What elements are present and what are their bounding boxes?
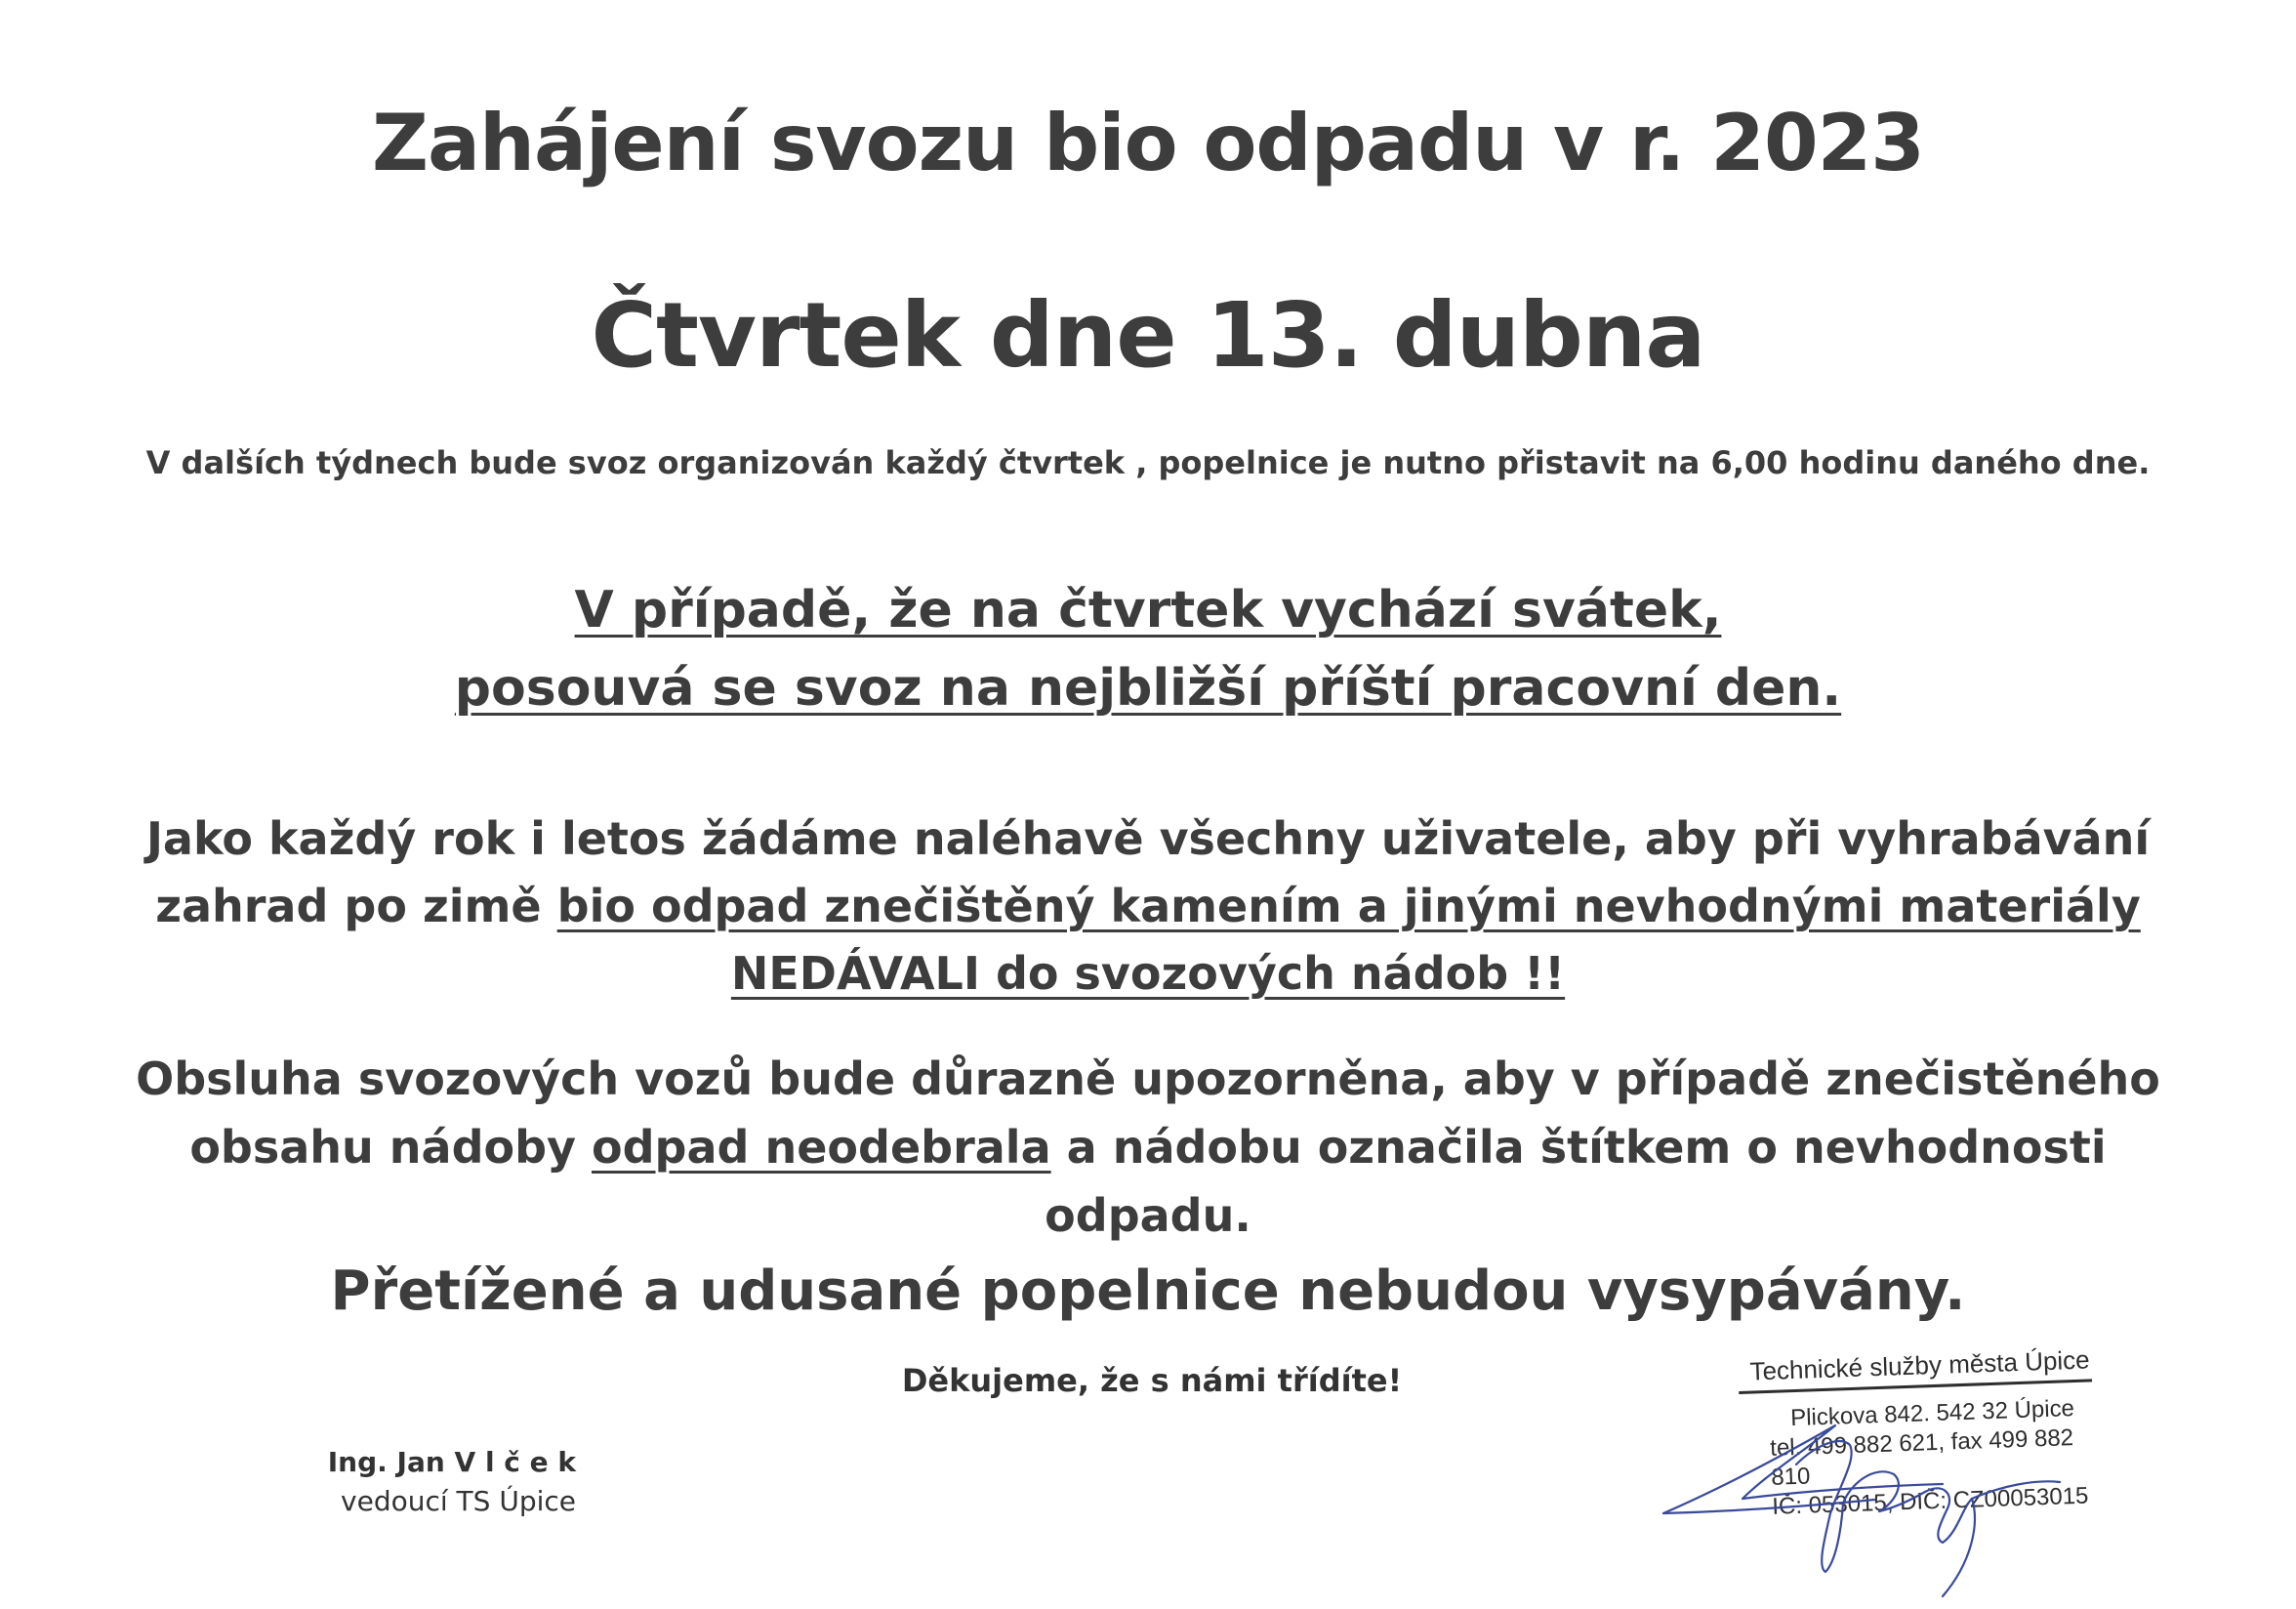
- crew-text-start: Obsluha svozových vozů bude důrazně upozorněna, aby v případě znečistěného obsahu nádoby: [136, 1052, 2160, 1174]
- signer-block: [283, 1443, 576, 1521]
- stamp-address: Plickova 842. 542 32 Úpice: [1789, 1395, 2075, 1432]
- notice-title: Zahájení svozu bio odpadu v r. 2023: [372, 98, 1924, 188]
- holiday-notice: [0, 571, 2296, 727]
- start-date-heading: Čtvrtek dne 13. dubna: [591, 283, 1705, 388]
- crew-text-end: a nádobu označila štítkem o nevhodnosti odpadu.: [1045, 1121, 2107, 1242]
- request-paragraph: [98, 805, 2198, 1008]
- signer-role: vedoucí TS Úpice: [341, 1485, 576, 1517]
- weekly-schedule-info: V dalších týdnech bude svoz organizován každý čtvrtek , popelnice je nutno přistavit na 6,00 hodinu daného dne.: [145, 444, 2151, 481]
- request-underlined-text: bio odpad znečištěný kamením a jinými nevhodnými materiály NEDÁVALI do svozových nádob !!: [556, 880, 2141, 1000]
- handwritten-signature: [1650, 1406, 2157, 1601]
- thanks-line: Děkujeme, že s námi třídíte!: [901, 1362, 1403, 1399]
- overloaded-bins-warning: Přetížené a udusané popelnice nebudou vysypávány.: [330, 1259, 1966, 1323]
- request-text: Jako každý rok i letos žádáme naléhavě všechny uživatele, aby při vyhrabávání zahrad po zimě: [145, 812, 2151, 932]
- crew-paragraph: [117, 1045, 2179, 1250]
- holiday-line-2: posouvá se svoz na nejbližší příští pracovní den.: [454, 659, 1842, 718]
- stamp-organization: Technické služby města Úpice: [1738, 1344, 2092, 1394]
- holiday-line-1: V případě, že na čtvrtek vychází svátek,: [574, 581, 1722, 639]
- signer-name: Ing. Jan V l č e k: [327, 1446, 576, 1478]
- stamp-phone: tel. 499 882 621, fax 499 882 810: [1769, 1424, 2074, 1491]
- crew-underlined-text: odpad neodebrala: [592, 1121, 1051, 1174]
- stamp-ids: IČ: 053015, DIČ: CZ00053015: [1771, 1482, 2089, 1520]
